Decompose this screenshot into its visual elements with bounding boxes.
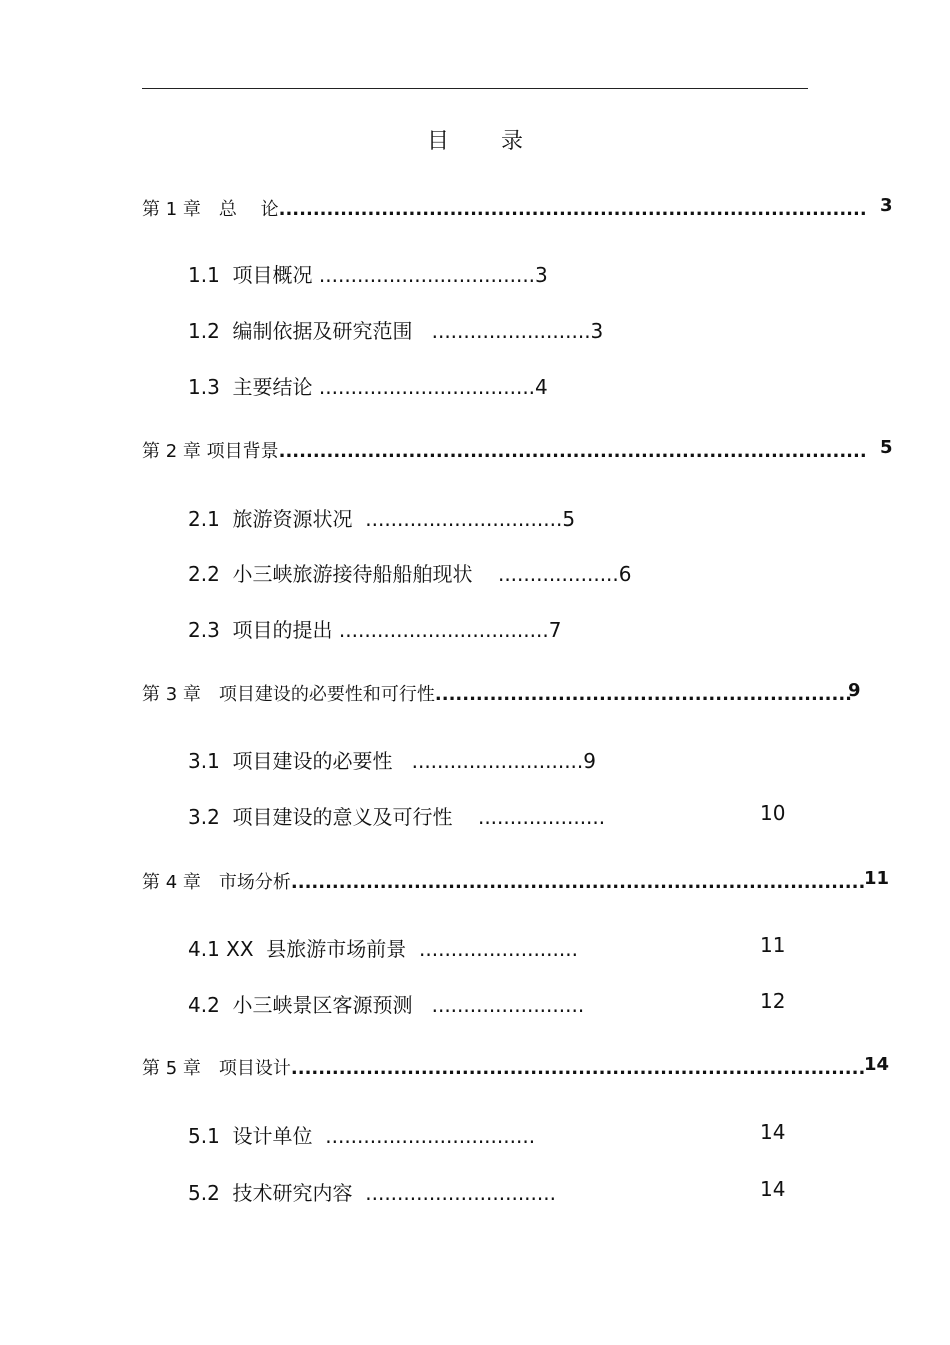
section-page: 3	[535, 263, 548, 287]
section-title: 设计单位	[232, 1124, 313, 1148]
section-page: 7	[548, 618, 562, 642]
toc-section-3-1[interactable]	[188, 745, 596, 774]
section-number: 5.2	[188, 1181, 220, 1205]
section-page: 10	[760, 801, 786, 825]
leader-dots: ..............................	[365, 1181, 556, 1205]
section-title: 项目概况	[232, 263, 313, 287]
chapter-label: 第 4 章 市场分析	[142, 872, 291, 893]
section-page: 3	[590, 319, 604, 343]
section-number: 1.3	[188, 375, 220, 399]
section-number: 2.1	[188, 507, 220, 531]
section-title: 项目建设的意义及可行性	[232, 805, 453, 829]
toc-section-1-2[interactable]	[188, 315, 603, 344]
title-char-right: 录	[501, 129, 524, 154]
toc-section-5-1[interactable]	[188, 1120, 535, 1149]
section-number: 4.2	[188, 993, 220, 1017]
leader-dots: ..................................	[318, 375, 536, 399]
section-page: 14	[760, 1177, 786, 1201]
chapter-page: 11	[864, 868, 890, 889]
toc-chapter-2[interactable]	[142, 437, 867, 463]
leader-dots: .........................	[431, 319, 591, 343]
section-number: 3.2	[188, 805, 220, 829]
section-page: 5	[562, 507, 576, 531]
section-number: 2.2	[188, 562, 220, 586]
section-number: 1.1	[188, 263, 220, 287]
leader-dots: ..................................	[318, 263, 536, 287]
leader-dots: .................................	[325, 1124, 536, 1148]
section-number: 2.3	[188, 618, 220, 642]
chapter-page: 14	[864, 1054, 890, 1075]
section-page: 6	[618, 562, 632, 586]
toc-section-1-3[interactable]	[188, 371, 548, 400]
page-title	[0, 124, 950, 155]
toc-section-4-2[interactable]	[188, 989, 584, 1018]
section-title: 县旅游市场前景	[266, 937, 407, 961]
leader-dots: ....................................................................................	[290, 872, 866, 893]
toc-chapter-5[interactable]	[142, 1054, 865, 1080]
section-page: 11	[760, 933, 786, 957]
section-title: 小三峡旅游接待船船舶现状	[232, 562, 473, 586]
leader-dots: ...............................	[365, 507, 563, 531]
chapter-page: 5	[880, 437, 893, 458]
chapter-page: 9	[848, 680, 861, 701]
section-page: 14	[760, 1120, 786, 1144]
leader-dots: ......................................................................................	[278, 441, 867, 462]
leader-dots: ....................	[477, 805, 606, 829]
leader-dots: ........................	[431, 993, 585, 1017]
toc-chapter-3[interactable]	[142, 680, 852, 706]
title-char-left: 目	[426, 129, 449, 154]
header-rule	[142, 88, 808, 89]
toc-section-1-1[interactable]	[188, 259, 548, 288]
section-number: 3.1	[188, 749, 220, 773]
toc-section-2-2[interactable]	[188, 558, 632, 587]
leader-dots: .............................................................	[434, 684, 853, 705]
leader-dots: ...........................	[411, 749, 584, 773]
section-title: 项目建设的必要性	[232, 749, 393, 773]
chapter-label: 第 1 章 总 论	[142, 199, 279, 220]
section-number: 4.1 XX	[188, 937, 254, 961]
chapter-label: 第 5 章 项目设计	[142, 1058, 291, 1079]
leader-dots: ....................................................................................	[290, 1058, 866, 1079]
section-title: 小三峡景区客源预测	[232, 993, 413, 1017]
chapter-label: 第 2 章 项目背景	[142, 441, 279, 462]
section-page: 4	[535, 375, 548, 399]
toc-section-2-3[interactable]	[188, 614, 561, 643]
section-title: 编制依据及研究范围	[232, 319, 413, 343]
chapter-label: 第 3 章 项目建设的必要性和可行性	[142, 684, 435, 705]
section-page: 12	[760, 989, 786, 1013]
toc-section-3-2[interactable]	[188, 801, 605, 830]
leader-dots: .........................	[419, 937, 578, 961]
leader-dots: ......................................................................................	[278, 199, 867, 220]
toc-section-2-1[interactable]	[188, 503, 575, 532]
section-page: 9	[583, 749, 596, 773]
toc-chapter-4[interactable]	[142, 868, 865, 894]
section-title: 项目的提出	[232, 618, 333, 642]
leader-dots: .................................	[338, 618, 549, 642]
section-number: 5.1	[188, 1124, 220, 1148]
section-title: 技术研究内容	[232, 1181, 353, 1205]
section-number: 1.2	[188, 319, 220, 343]
toc-chapter-1[interactable]	[142, 195, 867, 221]
section-title: 旅游资源状况	[232, 507, 353, 531]
chapter-page: 3	[880, 195, 893, 216]
toc-section-5-2[interactable]	[188, 1177, 556, 1206]
section-title: 主要结论	[232, 375, 313, 399]
toc-section-4-1[interactable]	[188, 933, 578, 962]
leader-dots: ...................	[497, 562, 619, 586]
